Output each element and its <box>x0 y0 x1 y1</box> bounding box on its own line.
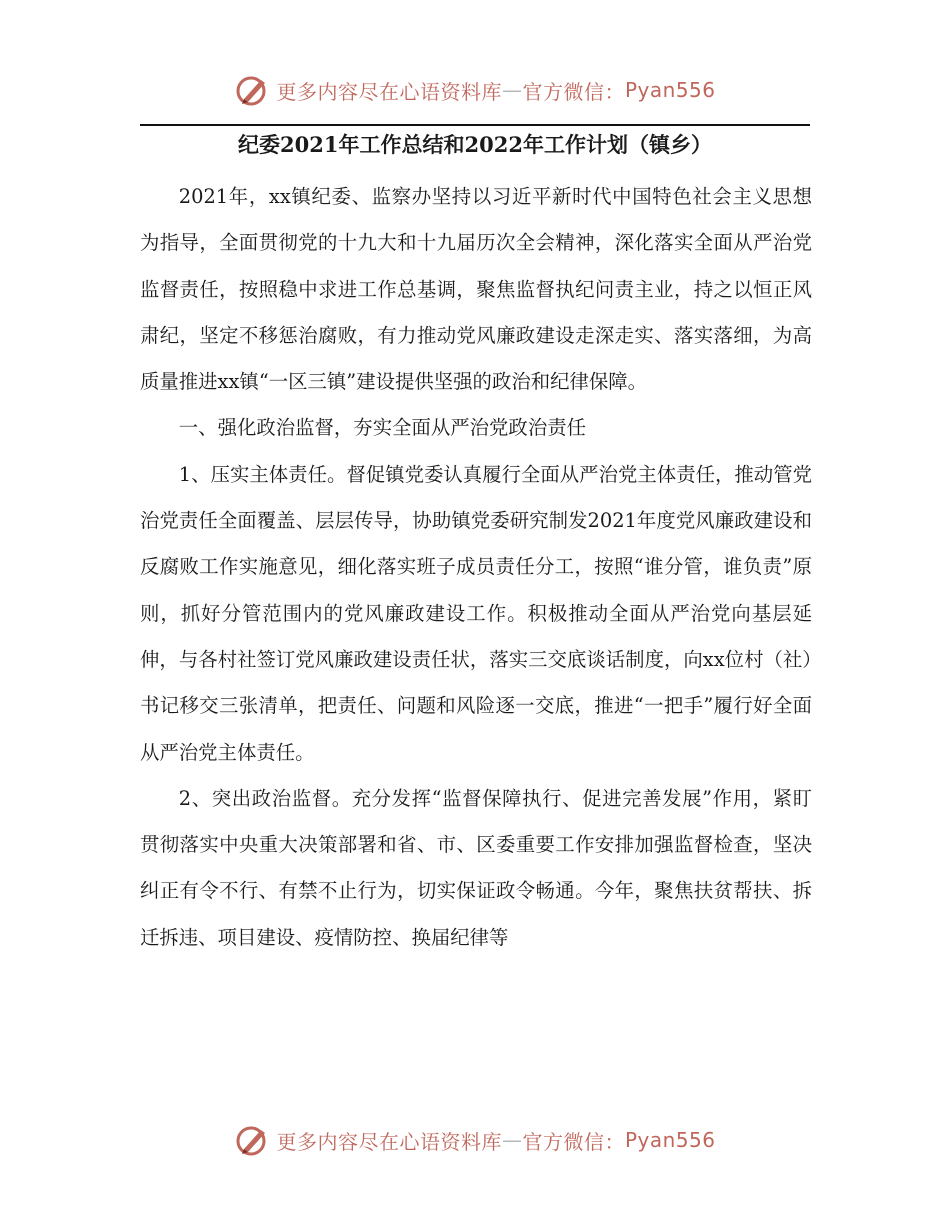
watermark-label: 官方微信： <box>522 79 625 104</box>
watermark-dash: — <box>501 1128 523 1152</box>
pen-logo-icon <box>234 72 270 108</box>
paragraph-item-1: 1、压实主体责任。督促镇党委认真履行全面从严治党主体责任，推动管党治党责任全面覆盖、层层传导，协助镇党委研究制发2021年度党风廉政建设和反腐败工作实施意见，细化落实班子成员责任分工，按照“谁分管，谁负责”原则，抓好分管范围内的党风廉政建设工作。积极推动全面从严治党向基层延伸，与各村社签订党风廉政建设责任状，落实三交底谈话制度，向xx位村（社）书记移交三张清单，把责任、问题和风险逐一交底，推进“一把手”履行好全面从严治党主体责任。 <box>140 462 812 764</box>
watermark-text: 更多内容尽在心语资料库 <box>276 79 502 104</box>
watermark-footer <box>0 1120 950 1160</box>
watermark-header <box>0 70 950 110</box>
watermark-text: 更多内容尽在心语资料库 <box>276 1129 502 1154</box>
watermark-dash: — <box>501 78 523 102</box>
header-rule <box>140 124 810 126</box>
watermark-handle: Pyan556 <box>624 1128 716 1152</box>
watermark-handle: Pyan556 <box>624 78 716 102</box>
document-body <box>140 174 812 961</box>
document-title: 纪委2021年工作总结和2022年工作计划（镇乡） <box>238 132 712 157</box>
paragraph-item-2: 2、突出政治监督。充分发挥“监督保障执行、促进完善发展”作用，紧盯贯彻落实中央重大决策部署和省、市、区委重要工作安排加强监督检查，坚决纠正有令不行、有禁不止行为，切实保证政令畅通。今年，聚焦扶贫帮扶、拆迁拆违、项目建设、疫情防控、换届纪律等 <box>140 786 812 949</box>
section-heading: 一、强化政治监督，夯实全面从严治党政治责任 <box>178 416 586 440</box>
pen-logo-icon <box>234 1122 270 1158</box>
watermark-label: 官方微信： <box>522 1129 625 1154</box>
paragraph-intro: 2021年，xx镇纪委、监察办坚持以习近平新时代中国特色社会主义思想为指导，全面贯彻党的十九大和十九届历次全会精神，深化落实全面从严治党监督责任，按照稳中求进工作总基调，聚焦监督执纪问责主业，持之以恒正风肃纪，坚定不移惩治腐败，有力推动党风廉政建设走深走实、落实落细，为高质量推进xx镇“一区三镇”建设提供坚强的政治和纪律保障。 <box>140 185 812 394</box>
